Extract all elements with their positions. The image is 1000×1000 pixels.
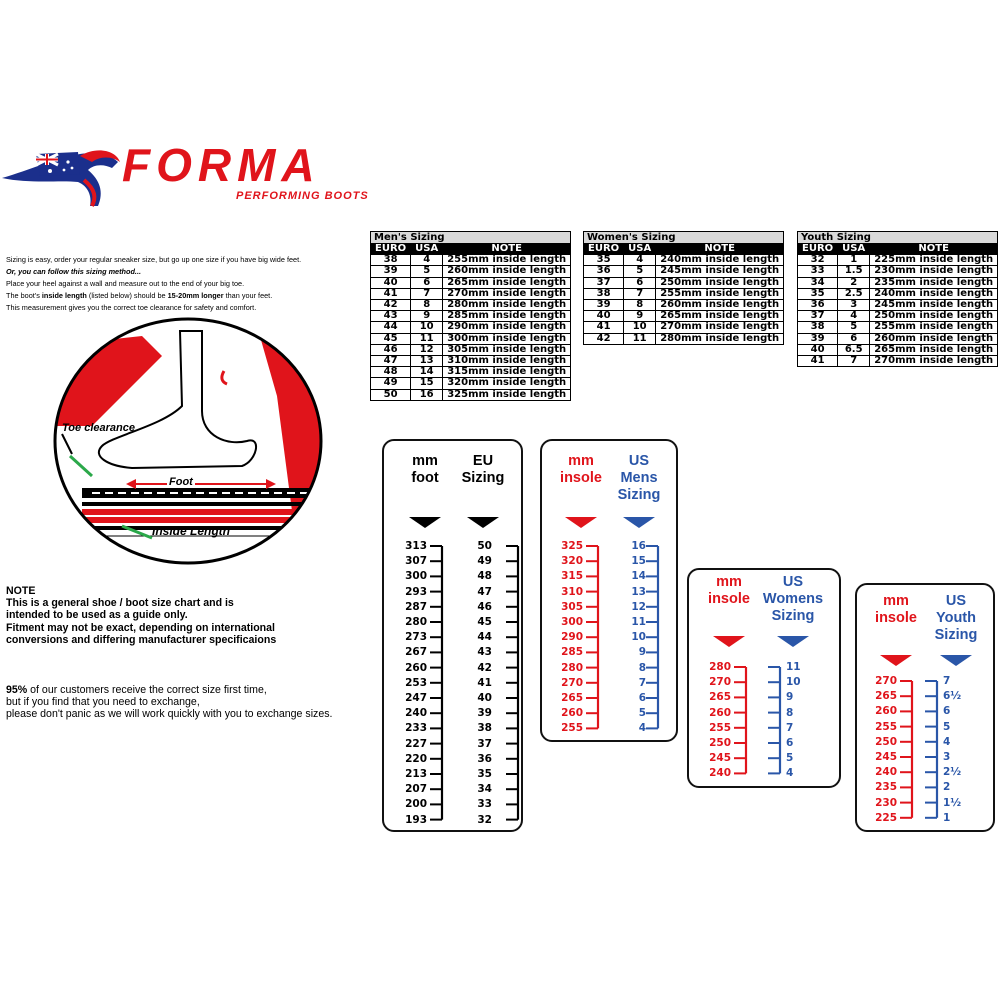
note-cell: 270mm inside length xyxy=(656,322,784,333)
usa-size-cell: 5 xyxy=(624,266,656,277)
left-scale-label: 280 xyxy=(561,661,583,674)
table-row xyxy=(584,277,784,288)
left-scale-label: 230 xyxy=(875,796,897,809)
euro-size-cell: 47 xyxy=(371,356,411,367)
usa-size-cell: 4 xyxy=(838,311,870,322)
right-scale-label: 5 xyxy=(638,707,646,720)
usa-size-cell: 5 xyxy=(411,266,443,277)
right-scale-label: 7 xyxy=(638,676,646,689)
right-scale-label: 48 xyxy=(477,570,492,583)
down-arrow-icon xyxy=(409,517,441,528)
right-scale-label: 7 xyxy=(943,675,951,687)
left-scale-label: 260 xyxy=(875,705,897,718)
left-scale-label: 265 xyxy=(561,692,583,704)
down-arrow-icon xyxy=(467,517,499,528)
euro-size-cell: 40 xyxy=(371,277,411,288)
table-caption: Youth Sizing xyxy=(798,232,998,244)
usa-size-cell: 3 xyxy=(838,300,870,311)
table-caption: Women's Sizing xyxy=(584,232,784,244)
left-scale-label: 255 xyxy=(561,722,583,735)
euro-size-cell: 46 xyxy=(371,344,411,355)
right-scale-label: 42 xyxy=(477,661,492,674)
euro-size-cell: 42 xyxy=(584,333,624,344)
usa-size-cell: 11 xyxy=(411,333,443,344)
left-scale-label: 260 xyxy=(405,661,427,674)
note-cell: 305mm inside length xyxy=(443,344,571,355)
table-row xyxy=(371,311,571,322)
heading-line: insole xyxy=(875,610,917,626)
column-header: NOTE xyxy=(443,244,571,255)
right-scale-label: 7 xyxy=(786,721,794,734)
us-youth-size-ruler xyxy=(855,583,995,832)
usa-size-cell: 8 xyxy=(411,300,443,311)
right-scale-label: 8 xyxy=(786,706,794,719)
heading-line: mm xyxy=(716,574,742,590)
right-scale-label: 8 xyxy=(638,661,646,674)
down-arrow-icon xyxy=(713,636,745,647)
left-scale-label: 250 xyxy=(709,737,731,749)
right-scale-label: 37 xyxy=(477,737,492,750)
note-cell: 280mm inside length xyxy=(443,300,571,311)
note-cell: 240mm inside length xyxy=(870,288,998,299)
euro-size-cell: 38 xyxy=(371,255,411,266)
right-scale-label: 33 xyxy=(477,798,492,811)
right-scale-label: 4 xyxy=(786,767,794,780)
usa-size-cell: 10 xyxy=(411,322,443,333)
heading-line: insole xyxy=(708,591,750,607)
column-header: USA xyxy=(838,244,870,255)
table-row xyxy=(798,300,998,311)
note-cell: 245mm inside length xyxy=(870,300,998,311)
euro-size-cell: 36 xyxy=(584,266,624,277)
usa-size-cell: 7 xyxy=(838,356,870,367)
right-scale-label: 10 xyxy=(631,631,646,644)
usa-size-cell: 6 xyxy=(624,277,656,288)
right-scale-label: 35 xyxy=(477,768,492,780)
column-header: NOTE xyxy=(656,244,784,255)
intro-line: The boot's inside length (listed below) should be 15-20mm longer than your feet. xyxy=(6,291,273,300)
left-scale-label: 285 xyxy=(561,646,583,659)
left-scale-label: 300 xyxy=(561,616,583,628)
left-scale-label: 265 xyxy=(875,690,897,703)
table-row xyxy=(371,277,571,288)
table-row xyxy=(798,266,998,277)
heading-line: Sizing xyxy=(771,608,815,624)
euro-size-cell: 42 xyxy=(371,300,411,311)
note-cell: 255mm inside length xyxy=(656,288,784,299)
sizing-intro xyxy=(6,254,366,314)
usa-size-cell: 4 xyxy=(411,255,443,266)
right-scale-label: 13 xyxy=(631,585,646,598)
table-row xyxy=(584,333,784,344)
left-scale-label: 320 xyxy=(561,555,583,568)
note-cell: 300mm inside length xyxy=(443,333,571,344)
left-scale-label: 247 xyxy=(405,692,427,704)
table-row xyxy=(798,288,998,299)
right-scale-label: 36 xyxy=(477,752,492,765)
down-arrow-icon xyxy=(623,517,655,528)
down-arrow-icon xyxy=(940,655,972,666)
euro-size-cell: 41 xyxy=(584,322,624,333)
right-scale-label: 10 xyxy=(786,676,801,689)
table-row xyxy=(584,322,784,333)
note-cell: 270mm inside length xyxy=(870,356,998,367)
heading-line: foot xyxy=(411,470,439,486)
table-row xyxy=(371,344,571,355)
left-scale-label: 220 xyxy=(405,752,427,765)
euro-size-cell: 33 xyxy=(798,266,838,277)
table-row xyxy=(371,288,571,299)
right-scale-label: 16 xyxy=(631,540,646,552)
note-line: conversions and differing manufacturer specificaions xyxy=(6,633,277,646)
note-cell: 265mm inside length xyxy=(443,277,571,288)
right-scale-label: 15 xyxy=(631,555,646,568)
left-scale-label: 245 xyxy=(709,752,731,765)
right-scale-label: 1 xyxy=(943,811,951,824)
usa-size-cell: 6 xyxy=(411,277,443,288)
left-scale-label: 255 xyxy=(709,721,731,734)
down-arrow-icon xyxy=(565,517,597,528)
left-scale-label: 240 xyxy=(405,707,427,720)
usa-size-cell: 7 xyxy=(411,288,443,299)
note-cell: 325mm inside length xyxy=(443,389,571,400)
usa-size-cell: 12 xyxy=(411,344,443,355)
euro-size-cell: 36 xyxy=(798,300,838,311)
table-row xyxy=(584,288,784,299)
heading-line: Youth xyxy=(936,610,976,626)
usa-size-cell: 7 xyxy=(624,288,656,299)
right-scale-label: 2 xyxy=(943,781,951,794)
right-scale-label: 39 xyxy=(477,707,492,720)
left-scale-label: 290 xyxy=(561,631,583,644)
usa-size-cell: 11 xyxy=(624,333,656,344)
inside-length-label: Inside Length xyxy=(152,524,230,538)
right-scale-label: 43 xyxy=(477,646,492,659)
note-cell: 290mm inside length xyxy=(443,322,571,333)
euro-size-cell: 32 xyxy=(798,255,838,266)
usa-size-cell: 2.5 xyxy=(838,288,870,299)
euro-size-cell: 38 xyxy=(798,322,838,333)
left-scale-label: 305 xyxy=(561,600,583,613)
table-row xyxy=(798,277,998,288)
euro-size-cell: 34 xyxy=(798,277,838,288)
table-row xyxy=(584,266,784,277)
note-cell: 260mm inside length xyxy=(870,333,998,344)
left-scale-label: 270 xyxy=(875,675,897,687)
right-scale-label: 45 xyxy=(477,616,492,628)
right-scale-label: 44 xyxy=(477,631,492,644)
table-row xyxy=(371,333,571,344)
right-scale-label: 50 xyxy=(477,540,492,552)
right-scale-label: 5 xyxy=(786,752,794,765)
us-womens-size-ruler xyxy=(687,568,841,788)
left-scale-label: 200 xyxy=(405,798,427,811)
right-scale-label: 6 xyxy=(943,705,951,718)
usa-size-cell: 5 xyxy=(838,322,870,333)
note-cell: 285mm inside length xyxy=(443,311,571,322)
column-header: USA xyxy=(411,244,443,255)
table-row xyxy=(798,322,998,333)
note-cell: 310mm inside length xyxy=(443,356,571,367)
eu-size-ruler xyxy=(382,439,523,832)
table-row xyxy=(798,356,998,367)
right-scale-label: 2½ xyxy=(943,766,962,779)
heading-line: US xyxy=(945,593,967,609)
left-scale-label: 225 xyxy=(875,811,897,824)
usa-size-cell: 6.5 xyxy=(838,344,870,355)
intro-line: Or, you can follow this sizing method... xyxy=(6,267,142,276)
euro-size-cell: 40 xyxy=(798,344,838,355)
note-line: This is a general shoe / boot size chart and is xyxy=(6,597,234,610)
right-scale-label: 6 xyxy=(638,692,646,704)
usa-size-cell: 4 xyxy=(624,255,656,266)
right-scale-label: 12 xyxy=(631,600,646,613)
note-line: intended to be used as a guide only. xyxy=(6,609,188,622)
right-scale-label: 34 xyxy=(477,783,492,796)
note-cell: 315mm inside length xyxy=(443,367,571,378)
note-cell: 265mm inside length xyxy=(870,344,998,355)
us-mens-size-ruler xyxy=(540,439,678,742)
intro-line: This measurement gives you the correct toe clearance for safety and comfort. xyxy=(6,303,257,312)
euro-size-cell: 39 xyxy=(798,333,838,344)
usa-size-cell: 1 xyxy=(838,255,870,266)
right-scale-label: 46 xyxy=(477,600,492,613)
note-cell: 245mm inside length xyxy=(656,266,784,277)
usa-size-cell: 10 xyxy=(624,322,656,333)
usa-size-cell: 15 xyxy=(411,378,443,389)
table-row xyxy=(371,322,571,333)
usa-size-cell: 6 xyxy=(838,333,870,344)
table-row xyxy=(371,255,571,266)
left-scale-label: 287 xyxy=(405,600,427,613)
usa-size-cell: 1.5 xyxy=(838,266,870,277)
left-scale-label: 300 xyxy=(405,570,427,583)
note-cell: 225mm inside length xyxy=(870,255,998,266)
note-cell: 250mm inside length xyxy=(656,277,784,288)
left-scale-label: 307 xyxy=(405,555,427,568)
heading-line: Womens xyxy=(762,591,824,607)
left-scale-label: 267 xyxy=(405,646,427,659)
note-title: NOTE xyxy=(6,585,36,597)
table-row xyxy=(584,311,784,322)
usa-size-cell: 16 xyxy=(411,389,443,400)
left-scale-label: 240 xyxy=(709,767,731,780)
left-scale-label: 240 xyxy=(875,766,897,779)
heading-line: mm xyxy=(412,453,438,469)
right-scale-label: 49 xyxy=(477,555,492,568)
table-caption: Men's Sizing xyxy=(371,232,571,244)
table-row xyxy=(371,356,571,367)
euro-size-cell: 43 xyxy=(371,311,411,322)
table-row xyxy=(371,367,571,378)
right-scale-label: 32 xyxy=(477,813,492,826)
table-row xyxy=(584,255,784,266)
left-scale-label: 250 xyxy=(875,735,897,748)
column-header: USA xyxy=(624,244,656,255)
note-cell: 255mm inside length xyxy=(443,255,571,266)
usa-size-cell: 8 xyxy=(624,300,656,311)
left-scale-label: 315 xyxy=(561,570,583,583)
table-row xyxy=(798,344,998,355)
heading-line: Sizing xyxy=(617,487,661,503)
table-row xyxy=(371,389,571,400)
heading-line: mm xyxy=(568,453,594,469)
heading-line: EU xyxy=(472,453,494,469)
euro-size-cell: 50 xyxy=(371,389,411,400)
customer-line: 95% of our customers receive the correct size first time, xyxy=(6,684,267,696)
right-scale-label: 40 xyxy=(477,692,492,704)
usa-size-cell: 13 xyxy=(411,356,443,367)
left-scale-label: 265 xyxy=(709,691,731,704)
euro-size-cell: 39 xyxy=(371,266,411,277)
right-scale-label: 3 xyxy=(943,751,951,763)
left-scale-label: 207 xyxy=(405,783,427,796)
right-scale-label: 11 xyxy=(786,661,801,673)
heading-line: Sizing xyxy=(934,627,978,643)
left-scale-label: 260 xyxy=(709,706,731,719)
note-cell: 320mm inside length xyxy=(443,378,571,389)
euro-size-cell: 44 xyxy=(371,322,411,333)
column-header: NOTE xyxy=(870,244,998,255)
note-cell: 255mm inside length xyxy=(870,322,998,333)
left-scale-label: 260 xyxy=(561,707,583,720)
left-scale-label: 233 xyxy=(405,722,427,735)
usa-size-cell: 9 xyxy=(624,311,656,322)
euro-size-cell: 39 xyxy=(584,300,624,311)
table-row xyxy=(798,333,998,344)
heading-line: insole xyxy=(560,470,602,486)
note-block xyxy=(6,585,336,646)
note-line: Fitment may not be exact, depending on international xyxy=(6,621,275,634)
mens-size-table xyxy=(370,231,571,401)
left-scale-label: 310 xyxy=(561,585,583,598)
left-scale-label: 280 xyxy=(405,616,427,628)
measurement-diagram xyxy=(52,316,324,566)
heading-line: US xyxy=(628,453,650,469)
note-cell: 260mm inside length xyxy=(443,266,571,277)
euro-size-cell: 41 xyxy=(371,288,411,299)
usa-size-cell: 9 xyxy=(411,311,443,322)
euro-size-cell: 41 xyxy=(798,356,838,367)
right-scale-label: 9 xyxy=(786,691,794,704)
euro-size-cell: 38 xyxy=(584,288,624,299)
heading-line: Mens xyxy=(620,470,658,486)
right-scale-label: 1½ xyxy=(943,796,962,809)
brand-name: FORMA xyxy=(122,139,321,191)
table-row xyxy=(371,300,571,311)
down-arrow-icon xyxy=(880,655,912,666)
table-row xyxy=(371,378,571,389)
note-cell: 270mm inside length xyxy=(443,288,571,299)
left-scale-label: 253 xyxy=(405,676,427,689)
column-header: EURO xyxy=(371,244,411,255)
customer-line: but if you find that you need to exchange, xyxy=(6,696,200,709)
left-scale-label: 325 xyxy=(561,540,583,552)
euro-size-cell: 37 xyxy=(798,311,838,322)
right-scale-label: 41 xyxy=(477,676,492,689)
right-scale-label: 47 xyxy=(477,585,492,598)
table-row xyxy=(798,311,998,322)
customer-note xyxy=(6,684,346,721)
right-scale-label: 11 xyxy=(631,616,646,628)
left-scale-label: 235 xyxy=(875,781,897,794)
euro-size-cell: 40 xyxy=(584,311,624,322)
down-arrow-icon xyxy=(777,636,809,647)
euro-size-cell: 35 xyxy=(798,288,838,299)
note-cell: 260mm inside length xyxy=(656,300,784,311)
left-scale-label: 313 xyxy=(405,540,427,552)
right-scale-label: 14 xyxy=(631,570,646,583)
heading-line: Sizing xyxy=(461,470,505,486)
column-header: EURO xyxy=(798,244,838,255)
right-scale-label: 5 xyxy=(943,720,951,733)
brand-tagline: PERFORMING BOOTS xyxy=(236,190,369,202)
left-scale-label: 270 xyxy=(709,676,731,689)
note-cell: 265mm inside length xyxy=(656,311,784,322)
left-scale-label: 273 xyxy=(405,631,427,644)
left-scale-label: 227 xyxy=(405,737,427,750)
right-scale-label: 4 xyxy=(943,735,951,748)
euro-size-cell: 49 xyxy=(371,378,411,389)
foot-label: Foot xyxy=(169,476,193,488)
customer-line: please don't panic as we will work quickly with you to exchange sizes. xyxy=(6,708,333,721)
table-row xyxy=(798,255,998,266)
note-cell: 240mm inside length xyxy=(656,255,784,266)
left-scale-label: 245 xyxy=(875,751,897,763)
left-scale-label: 293 xyxy=(405,585,427,598)
note-cell: 250mm inside length xyxy=(870,311,998,322)
womens-size-table xyxy=(583,231,784,345)
note-cell: 235mm inside length xyxy=(870,277,998,288)
left-scale-label: 280 xyxy=(709,661,731,673)
heading-line: US xyxy=(782,574,804,590)
note-cell: 230mm inside length xyxy=(870,266,998,277)
intro-line: Place your heel against a wall and measure out to the end of your big toe. xyxy=(6,279,245,288)
toe-clearance-label: Toe clearance xyxy=(62,422,135,434)
youth-size-table xyxy=(797,231,998,367)
note-cell: 280mm inside length xyxy=(656,333,784,344)
left-scale-label: 213 xyxy=(405,768,427,780)
heading-line: mm xyxy=(883,593,909,609)
left-scale-label: 270 xyxy=(561,676,583,689)
right-scale-label: 38 xyxy=(477,722,492,735)
euro-size-cell: 37 xyxy=(584,277,624,288)
euro-size-cell: 35 xyxy=(584,255,624,266)
left-scale-label: 193 xyxy=(405,813,427,826)
left-scale-label: 255 xyxy=(875,720,897,733)
right-scale-label: 4 xyxy=(638,722,646,735)
right-scale-label: 6½ xyxy=(943,690,962,703)
table-row xyxy=(584,300,784,311)
usa-size-cell: 14 xyxy=(411,367,443,378)
column-header: EURO xyxy=(584,244,624,255)
usa-size-cell: 2 xyxy=(838,277,870,288)
table-row xyxy=(371,266,571,277)
intro-line: Sizing is easy, order your regular sneaker size, but go up one size if you have big wide feet. xyxy=(6,255,302,264)
right-scale-label: 6 xyxy=(786,737,794,749)
euro-size-cell: 45 xyxy=(371,333,411,344)
right-scale-label: 9 xyxy=(638,646,646,659)
euro-size-cell: 48 xyxy=(371,367,411,378)
